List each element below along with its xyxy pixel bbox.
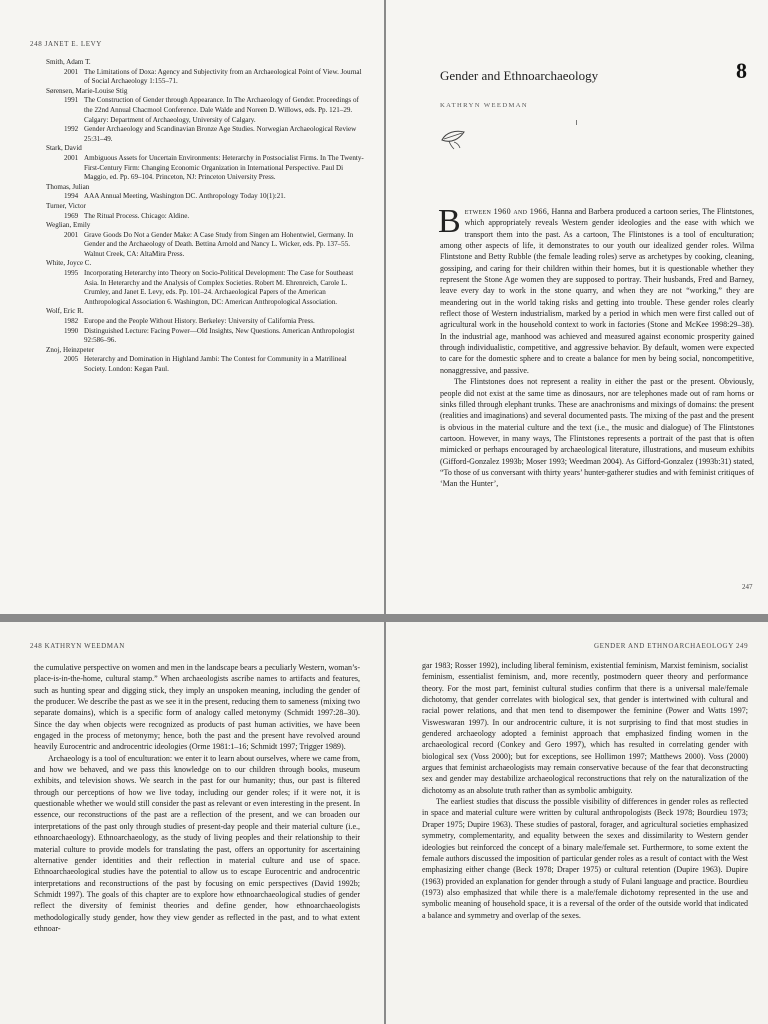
reference-text: Distinguished Lecture: Facing Power—Old Insights, New Questions. American Anthropologist 92:586–96. [84, 326, 355, 345]
page-248 [0, 622, 384, 1024]
paragraph: The Flintstones does not represent a reality in either the past or the present. Obviously, people did not exist at the same time as dinosaurs, nor are telephones made out of ram horns or sinks filled through elephant trunks. These are anachronisms and mixings of domains: the present (realities and imaginations) and several documented pasts. The mixing of the past and the present is obvious in the material culture and the text (i.e., the music and dialogue) of The Flintstones cartoon. However, in many ways, The Flintstones represents a portrait of the past that is often mimicked or perhaps encouraged by archaeological literature, illustrations, and museum exhibits (Gifford-Gonzalez 1993b; Moser 1993; Weedman 2004). As Gifford-Gonzalez (1993b:31) stated, “To those of us conversant with thirty years’ hunter-gatherer studies and with feminist critiques of ‘Man the Hunter’, [440, 377, 754, 489]
reference-year: 1990 [64, 326, 79, 335]
reference-year: 1992 [64, 125, 79, 134]
reference-entry [46, 355, 364, 374]
reference-author: Smith, Adam T. [46, 58, 91, 66]
chapter-body [438, 203, 754, 490]
reference-year: 1995 [64, 269, 79, 278]
running-head: 248 JANET E. LEVY [30, 40, 102, 48]
reference-entry [46, 154, 364, 183]
paragraph: The earliest studies that discuss the possible visibility of differences in gender roles as reflected in space and material culture were written by cultural anthropologists (Beck 1978; Bourdieu 1973; Draper 1975; Dupire 1963). These studies of pastoral, forager, and agricultural societies emphasized symmetry, complementarity, and equality between the sexes and dissimilarity to Western gender ideologies but reinforced the concept of a binary male/female set. Furthermore, to some extent the female authors discussed the imposition of particular gender roles as a result of contact with the West emphasizing either change (Beck 1978; Draper 1975) or cultural retention (Dupire 1963). Dupire (1963) provided an explanation for gender through a study of Fulani language and practice. Bourdieu (1973) also emphasized that while there is a male/female dichotomy represented in the use and symbolic meaning of household space, it is a reversal of the order of the outside world that indicated a balance and symmetry and overlap of the sexes. [422, 797, 748, 920]
reference-entry [46, 212, 364, 222]
page-249 [386, 622, 768, 1024]
reference-year: 2001 [64, 153, 79, 162]
drop-cap: B [438, 203, 461, 240]
reference-text: Ambiguous Assets for Uncertain Environments: Heterarchy in Postsocialist Firms. In The Twenty-First-Century Firm: Changing Economic Organization in International Perspective. Paul Di Maggio, ed. Pp. 69–104. Princeton, NJ: Princeton University Press. [84, 153, 364, 182]
reference-text: Gender Archaeology and Scandinavian Bronze Age Studies. Norwegian Archaeological Review 25:31–49. [84, 125, 357, 143]
running-head: GENDER AND ETHNOARCHAEOLOGY 249 [594, 642, 749, 650]
reference-entry [46, 231, 364, 260]
reference-author: Turner, Victor [46, 201, 86, 210]
page-number: 247 [742, 583, 753, 591]
reference-year: 2001 [64, 230, 79, 239]
reference-author: Sørensen, Marie-Louise Stig [46, 86, 128, 95]
reference-entry [46, 269, 364, 307]
chapter-author: KATHRYN WEEDMAN [440, 102, 529, 109]
reference-year: 2005 [64, 355, 79, 364]
reference-author: White, Joyce C. [46, 259, 92, 268]
reference-entry [46, 68, 364, 87]
paragraph: gar 1983; Rosser 1992), including liberal feminism, existential feminism, Marxist feminism, socialist feminism, essentialist feminism, and, more recently, postmodern queer theory and performance theory. For the most part, feminist cultural studies confirm that there is a universal male/female dichotomy, that gender correlates with biological sex, that gender is intertwined with cultural and racial power relations, and that men tend to disempower the feminine (Power and Watts 1997; Visweswaran 1997). In our androcentric culture, it is not surprising to find that most studies in gendered archaeology adopted a feminist approach that emphasized finding women in the archaeological record (Conkey and Gero 1997), which has resulted in correlating gender with biological sex (Voss 2000); but for exceptions, see Hollimon 1997; Matthews 2000). Voss (2000) argues that feminist archaeologists may remain conservative because of the fear that deconstructing sex and gender may destabilize archaeological reconstructions that rely on the naturalization of the dichotomy as an absolute truth rather than as symbolic ambiguity. [422, 661, 748, 795]
reference-author: Weglian, Emily [46, 221, 91, 230]
running-head: 248 KATHRYN WEEDMAN [30, 642, 125, 650]
reference-year: 1994 [64, 192, 79, 201]
body-text [422, 660, 748, 921]
paragraph: Archaeology is a tool of enculturation: we enter it to learn about ourselves, where we came from, and how we behaved, and we pass this knowledge on to our children through books, museum exhibits, and television shows. We search in the past for our humanity; thus, our past is filtered through our perceptions of how we live today, including our gender roles; if it were not, it is questionable whether we would still consider the past as relevant or even interesting in the present. In essence, our reconstructions of the past are a reflection of the present, and we can broaden our interpretations of the past only through studies of present-day people and their material culture (i.e., ethnoarchaeology). Ethnoarchaeology, as the study of living peoples and their relationship to their material culture to provide models for translating the past, offers an opportunity for ascertaining alternative gender identities and their reflection in material culture and use of space. Ethnoarchaeological studies have the potential to allow us to escape Eurocentric and androcentric interpretations and reconstructions of the past by focusing on emic perspectives (David 1992b; Schmidt 1997). The goals of this chapter are to explore how ethnoarchaeological studies of gender reflect the diversity of feminist theories and define gender, how ethnoarchaeologists methodologically study gender, how they view gender as reflected in the past, and to what extent ethnoar- [34, 753, 360, 933]
reference-text: The Limitations of Doxa: Agency and Subjectivity from an Archaeological Point of View. Journal of Social Archaeology 1:155–71. [84, 67, 362, 86]
paragraph-text: Hanna and Barbera produced a cartoon series, The Flintstones, which appropriately reveals Western gender ideologies and the ease with which we transport them into the past. As a cartoon, The Flintstones is a tool of enculturation; among other aspects of life, it demonstrates to our youth our idealized gender roles. Wilma Flintstone and Betty Rubble (the female leading roles) serve as archetypes by cooking, cleaning, gossiping, and caring for their children within their homes, but it is questionable whether they represent the Stone Age women they are supposed to portray. Their husbands, Fred and Barney, leave every day to work in the stone quarry, and when they are not “working,” they are meandering out in the world taking risks and getting into trouble. These gender roles clearly reflect those of Western industrialism, marked by a period in which men were first called out of agricultural work in the household context to work in factories (Stone and McKee 1998:29–38). In the industrial age, manhood was achieved and measured against economic prosperity gained through individualistic, competitive, and aggressive behavior. By default, women were expected to care for the domestic sphere and to create a balance for men by being social, noncompetitive, nonaggressive, and passive. [440, 207, 754, 375]
reference-text: Heterarchy and Domination in Highland Jambi: The Contest for Community in a Matrilineal Society. London: Kegan Paul. [84, 355, 347, 373]
reference-author: Znoj, Heinzpeter [46, 345, 95, 354]
reference-text: Europe and the People Without History. Berkeley: University of California Press. [84, 317, 315, 326]
reference-text: Incorporating Heterarchy into Theory on Socio-Political Development: The Case for Southeast Asia. In Heterarchy and the Analysis of Complex Societies. Robert M. Ehrenreich, Carole L. Crumley, and Janet E. Levy, eds. Pp. 101–24. Archaeological Papers of the American Anthropological Association 6. Washington, DC: American Anthropological Association. [84, 269, 354, 306]
body-text [34, 662, 360, 934]
print-mark [576, 120, 577, 125]
reference-text: The Construction of Gender through Appearance. In The Archaeology of Gender. Proceedings of the 22nd Annual Chacmool Conference. Dale Walde and Noreen D. Willows, eds. Pp. 121–29. Calgary: Department of Archaeology, University of Calgary. [84, 96, 359, 124]
reference-entry [46, 192, 364, 202]
reference-entry [46, 96, 364, 125]
reference-entry [46, 125, 364, 144]
reference-author: Wolf, Eric R. [46, 307, 84, 316]
reference-text: The Ritual Process. Chicago: Aldine. [84, 211, 190, 220]
reference-entry [46, 317, 364, 327]
lead-in: etween 1960 and 1966, [464, 207, 550, 216]
page-references [0, 0, 384, 614]
page-chapter-opener [386, 0, 768, 614]
reference-text: Grave Goods Do Not a Gender Make: A Case Study from Singen am Hohentwiel, Germany. In Gender and the Archaeology of Death. Bettina Arnold and Nancy L. Wicker, eds. Pp. 137–55. Walnut Creek, CA: AltaMira Press. [84, 230, 354, 258]
reference-author: Thomas, Julian [46, 182, 90, 191]
leaf-ornament-icon [440, 128, 466, 150]
reference-year: 1982 [64, 317, 79, 326]
reference-text: AAA Annual Meeting, Washington DC. Anthropology Today 10(1):21. [84, 192, 286, 201]
paragraph [438, 203, 754, 376]
reference-year: 1969 [64, 211, 79, 220]
chapter-number: 8 [736, 58, 747, 83]
reference-year: 2001 [64, 67, 79, 76]
reference-entry [46, 327, 364, 346]
reference-list [46, 58, 364, 375]
reference-year: 1991 [64, 96, 79, 105]
reference-author: Stark, David [46, 144, 82, 153]
paragraph: the cumulative perspective on women and men in the landscape bears a peculiarly Western, woman’s-place-is-in-the-home, cultural stamp.” When archaeologists ascribe names to artifacts and features, such as hunting spear and digging stick, they imply an unspoken meaning, including the gender of the producer. We describe the past as we see it in the present, reducing them to sameness (mixing two separate domains), which is a specific form of analogy called metonymy (Schmidt 1997:28–30). Since the day when objects were recognized as products of past human activities, we have been engaged in the process of metonymy; hence, both the past and the present have revolved around heavily Eurocentric and androcentric ideologies (Orme 1981:1–16; Schmidt 1997; Trigger 1989). [34, 663, 360, 752]
chapter-title: Gender and Ethnoarchaeology [440, 68, 599, 83]
